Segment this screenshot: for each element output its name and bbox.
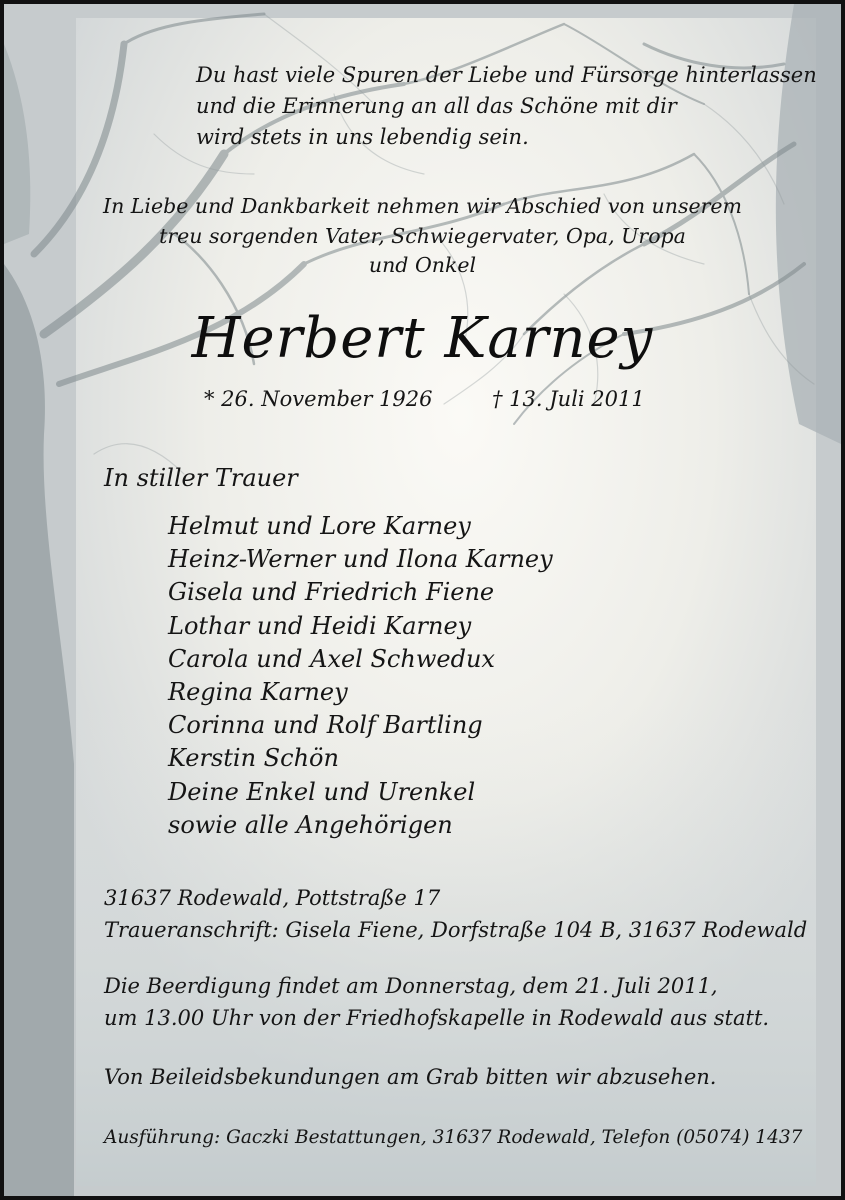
farewell-intro — [4, 192, 841, 281]
funeral-info — [104, 971, 769, 1034]
intro-line: treu sorgenden Vater, Schwiegervater, Opa, Uropa — [159, 223, 686, 248]
mourner-entry: Gisela und Friedrich Fiene — [168, 578, 495, 607]
funeral-line: um 13.00 Uhr von der Friedhofskapelle in Rodewald aus statt. — [104, 1005, 770, 1030]
mourner-entry: Helmut und Lore Karney — [168, 512, 471, 540]
mourner-entry: Lothar und Heidi Karney — [168, 611, 472, 640]
condolence-note: Von Beileidsbekundungen am Grab bitten wir abzusehen. — [104, 1065, 717, 1089]
mourning-heading: In stiller Trauer — [104, 464, 298, 492]
address-line: 31637 Rodewald, Pottstraße 17 — [104, 886, 441, 910]
death-date: † 13. Juli 2011 — [492, 387, 645, 411]
deceased-name: Herbert Karney — [191, 306, 654, 371]
mourner-entry: sowie alle Angehörigen — [168, 810, 453, 839]
address-block — [104, 883, 807, 946]
motto-line: Du hast viele Spuren der Liebe und Fürsorge hinterlassen — [196, 63, 817, 87]
mourner-entry: Deine Enkel und Urenkel — [168, 777, 476, 806]
intro-line: und Onkel — [368, 253, 477, 277]
motto-line: und die Erinnerung an all das Schöne mit dir — [196, 94, 677, 118]
mourner-entry: Carola und Axel Schwedux — [168, 644, 495, 673]
mourners-list — [168, 510, 553, 842]
mourner-entry: Kerstin Schön — [168, 744, 339, 773]
mourning-address-line: Traueranschrift: Gisela Fiene, Dorfstraße 104 B, 31637 Rodewald — [104, 917, 808, 942]
memorial-motto — [196, 60, 817, 153]
mourner-entry: Heinz-Werner und Ilona Karney — [168, 545, 553, 574]
intro-line: In Liebe und Dankbarkeit nehmen wir Abschied von unserem — [102, 194, 742, 218]
funeral-line: Die Beerdigung findet am Donnerstag, dem 21. Juli 2011, — [104, 974, 718, 998]
mourner-entry: Corinna und Rolf Bartling — [168, 711, 483, 740]
mourner-entry: Regina Karney — [168, 677, 348, 706]
birth-date: * 26. November 1926 — [204, 387, 433, 411]
motto-line: wird stets in uns lebendig sein. — [196, 125, 529, 149]
undertaker-footer: Ausführung: Gaczki Bestattungen, 31637 Rodewald, Telefon (05074) 1437 — [104, 1127, 803, 1148]
